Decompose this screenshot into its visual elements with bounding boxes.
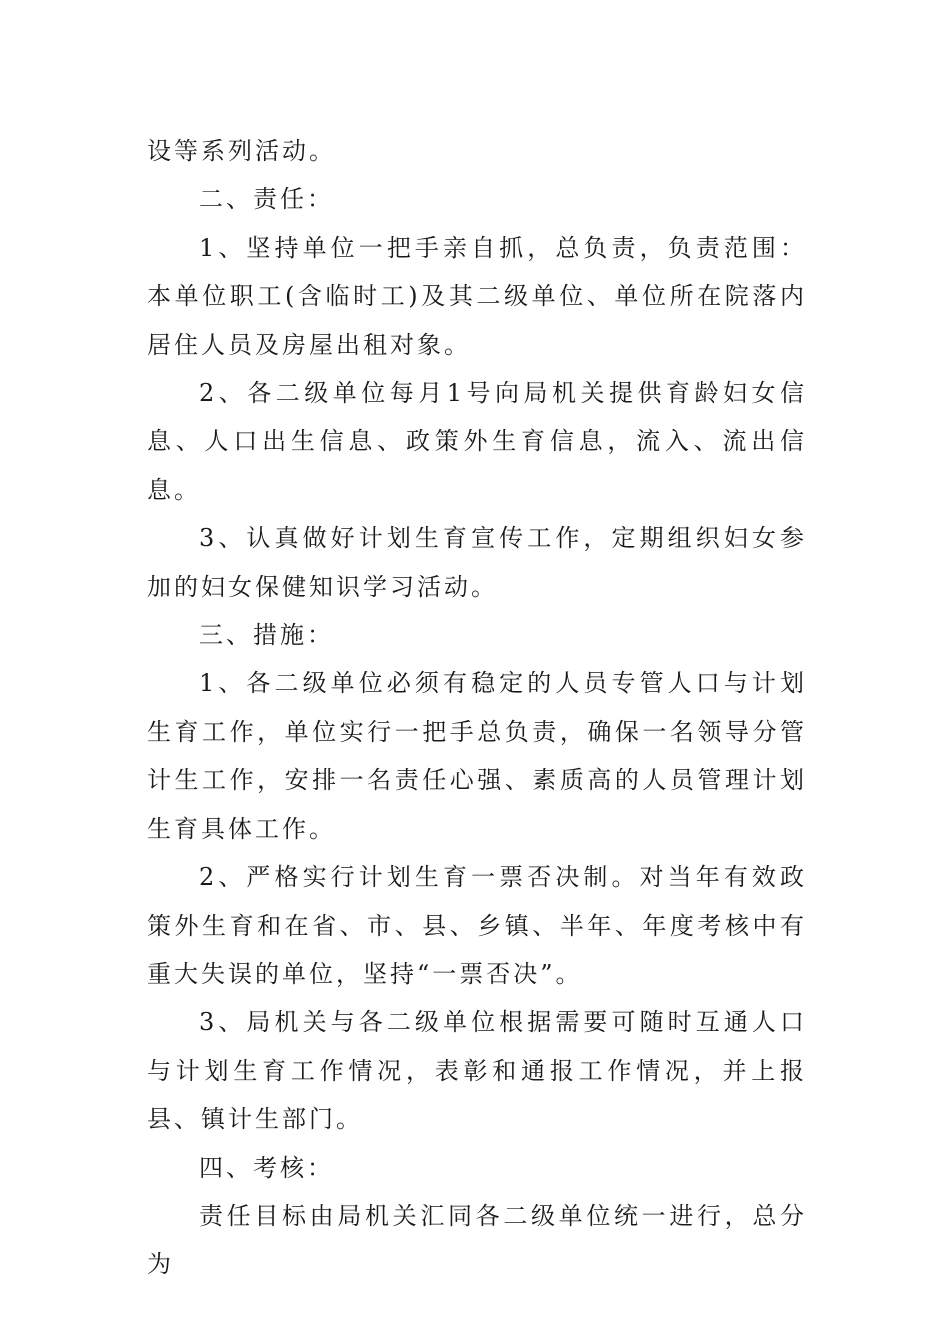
section-heading-assessment: 四、考核： <box>199 1153 334 1182</box>
section-heading-responsibility: 二、责任： <box>199 185 334 214</box>
responsibility-item-2: 2、各二级单位每月1号向局机关提供育龄妇女信息、人口出生信息、政策外生育信息，流入、流出信息。 <box>147 379 807 504</box>
document-page <box>147 127 807 1289</box>
section-heading-measures: 三、措施： <box>199 621 334 650</box>
continued-paragraph: 设等系列活动。 <box>147 137 336 165</box>
responsibility-item-3: 3、认真做好计划生育宣传工作，定期组织妇女参加的妇女保健知识学习活动。 <box>147 524 807 601</box>
measures-item-1: 1、各二级单位必须有稳定的人员专管人口与计划生育工作，单位实行一把手总负责，确保一名领导分管计生工作，安排一名责任心强、素质高的人员管理计划生育具体工作。 <box>147 669 807 843</box>
assessment-paragraph: 责任目标由局机关汇同各二级单位统一进行，总分为 <box>147 1201 807 1279</box>
measures-item-2: 2、严格实行计划生育一票否决制。对当年有效政策外生育和在省、市、县、乡镇、半年、年度考核中有重大失误的单位，坚持“一票否决”。 <box>147 863 807 988</box>
measures-item-3: 3、局机关与各二级单位根据需要可随时互通人口与计划生育工作情况，表彰和通报工作情况，并上报县、镇计生部门。 <box>147 1008 807 1134</box>
responsibility-item-1: 1、坚持单位一把手亲自抓，总负责，负责范围：本单位职工(含临时工)及其二级单位、单位所在院落内居住人员及房屋出租对象。 <box>147 233 807 359</box>
